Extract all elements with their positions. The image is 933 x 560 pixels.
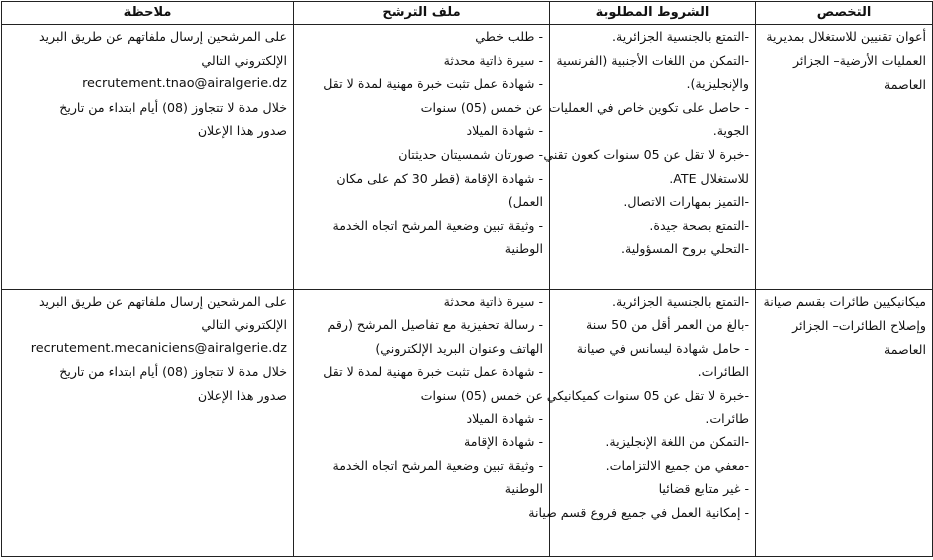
file-item: - وثيقة تبين وضعية المرشح اتجاه الخدمة [332,217,543,233]
condition-item: -التمتع بصحة جيدة. [649,217,749,233]
note-text: الإلكتروني التالي [201,317,287,333]
file-item: - وثيقة تبين وضعية المرشح اتجاه الخدمة [332,457,543,473]
condition-item: للاستغلال ATE. [669,170,749,186]
file-item: عن خمس (05) سنوات [420,387,543,403]
header-specialty: التخصص [756,2,933,25]
condition-item: -التمكن من اللغة الإنجليزية. [605,434,749,450]
note-text: خلال مدة لا تتجاوز (08) أيام ابتداء من تاريخ [59,99,287,115]
table-row [2,290,933,557]
note-text: صدور هذا الإعلان [197,387,287,403]
file-item: - شهادة الميلاد [466,411,543,427]
conditions-cell [543,25,756,290]
note-text: صدور هذا الإعلان [197,123,287,139]
header-note: ملاحظة [2,2,294,25]
condition-item: -التمتع بالجنسية الجزائرية. [612,294,749,309]
file-item: - سيرة ذاتية محدثة [443,294,543,309]
condition-item: - حامل شهادة ليسانس في صيانة [576,340,749,356]
condition-item: -التحلي بروح المسؤولية. [621,241,749,257]
table-row [2,25,933,290]
note-text: على المرشحين إرسال ملفاتهم عن طريق البريد [38,29,287,44]
file-item: عن خمس (05) سنوات [420,99,543,115]
condition-item: الجوية. [712,123,749,139]
file-item: - شهادة عمل تثبت خبرة مهنية لمدة لا تقل [323,364,543,380]
header-conditions: الشروط المطلوبة [550,2,756,25]
file-item: الوطنية [504,241,543,257]
file-item: الوطنية [504,481,543,497]
file-item: - سيرة ذاتية محدثة [443,52,543,68]
file-item: - شهادة الميلاد [466,123,543,139]
file-item: - صورتان شمسيتان حديثتان [398,146,543,162]
file-item: - طلب خطي [475,29,543,44]
file-cell [294,290,550,557]
file-item: الهاتف وعنوان البريد الإلكتروني) [375,340,543,356]
condition-item: -التمكن من اللغات الأجنبية (الفرنسية [556,52,749,68]
file-item: - شهادة عمل تثبت خبرة مهنية لمدة لا تقل [323,76,543,92]
file-item: العمل) [507,194,543,210]
condition-item: - حاصل على تكوين خاص في العمليات [548,99,749,115]
table-header-row [2,2,933,25]
file-item: - رسالة تحفيزية مع تفاصيل المرشح (رقم [327,317,543,333]
email-link[interactable]: recrutement.mecaniciens@airalgerie.dz [30,340,287,356]
condition-item: طائرات. [705,411,749,427]
header-file: ملف الترشح [294,2,550,25]
note-cell [2,290,294,557]
note-text: خلال مدة لا تتجاوز (08) أيام ابتداء من تاريخ [59,364,287,380]
condition-item: - إمكانية العمل في جميع فروع قسم صيانة [528,504,749,520]
specialty-cell: أعوان تقنيين للاستغلال بمديرية العمليات الأرضية– الجزائر العاصمة [756,25,933,290]
condition-item: والإنجليزية). [686,76,749,92]
note-cell [2,25,294,290]
note-text: الإلكتروني التالي [201,52,287,68]
condition-item: -بالغ من العمر أقل من 50 سنة [586,317,749,333]
conditions-cell [528,290,756,557]
file-item: - شهادة الإقامة (قطر 30 كم على مكان [336,170,543,186]
condition-item: -خبرة لا تقل عن 05 سنوات كميكانيكي [546,387,749,403]
condition-item: الطائرات. [697,364,749,380]
condition-item: -معفي من جميع الالتزامات. [605,457,749,473]
email-link[interactable]: recrutement.tnao@airalgerie.dz [82,76,287,92]
file-item: - شهادة الإقامة [464,434,543,450]
job-offers-table [1,1,933,557]
specialty-cell: ميكانيكيين طائرات بقسم صيانة وإصلاح الطائرات– الجزائر العاصمة [756,290,933,557]
condition-item: -خبرة لا تقل عن 05 سنوات كعون تقني [543,146,749,162]
note-text: على المرشحين إرسال ملفاتهم عن طريق البريد [38,294,287,309]
condition-item: -التميز بمهارات الاتصال. [623,194,749,210]
condition-item: - غير متابع قضائيا [658,481,749,497]
condition-item: -التمتع بالجنسية الجزائرية. [612,29,749,44]
file-cell [294,25,550,290]
